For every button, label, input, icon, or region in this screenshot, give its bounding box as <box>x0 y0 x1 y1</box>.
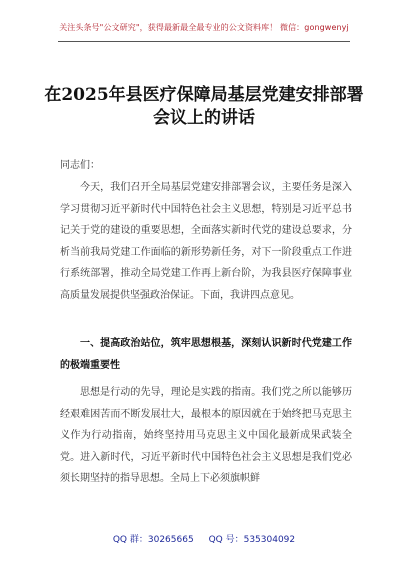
paragraph-intro: 今天，我们召开全局基层党建安排部署会议，主要任务是深入学习贯彻习近平新时代中国特色社会主义思想，特别是习近平总书记关于党的建设的重要思想，全面落实新时代党的建设总要求，分析当前我局党建工作面临的新形势新任务，对下一阶段重点工作进行系统部署，推动全局党建工作再上新台阶，为我县医疗保障事业高质量发展提供坚强政治保证。下面，我讲四点意见。 <box>60 182 352 301</box>
header-divider <box>58 41 350 42</box>
footer-contact <box>0 532 408 545</box>
footer-qq-number: QQ 号：535304092 <box>208 535 296 545</box>
header-promo-text: 关注头条号"公文研究"，获得最新最全最专业的公文资料库！ 微信：gongwenyj <box>59 23 349 32</box>
paragraph-section-1: 思想是行动的先导，理论是实践的指南。我们党之所以能够历经艰难困苦而不断发展壮大，最根本的原因就在于始终把马克思主义作为行动指南，始终坚持用马克思主义中国化最新成果武装全党。进入新时代，习近平新时代中国特色社会主义思想是我们党必须长期坚持的指导思想。全局上下必须旗帜鲜 <box>60 387 352 484</box>
footer-qq-group: QQ 群：30265665 <box>112 535 194 545</box>
salutation: 同志们： <box>60 160 100 171</box>
document-title: 在2025年县医疗保障局基层党建安排部署会议上的讲话 <box>44 85 364 128</box>
section-heading-1: 一、提高政治站位，筑牢思想根基，深刻认识新时代党建工作的极端重要性 <box>60 338 352 371</box>
